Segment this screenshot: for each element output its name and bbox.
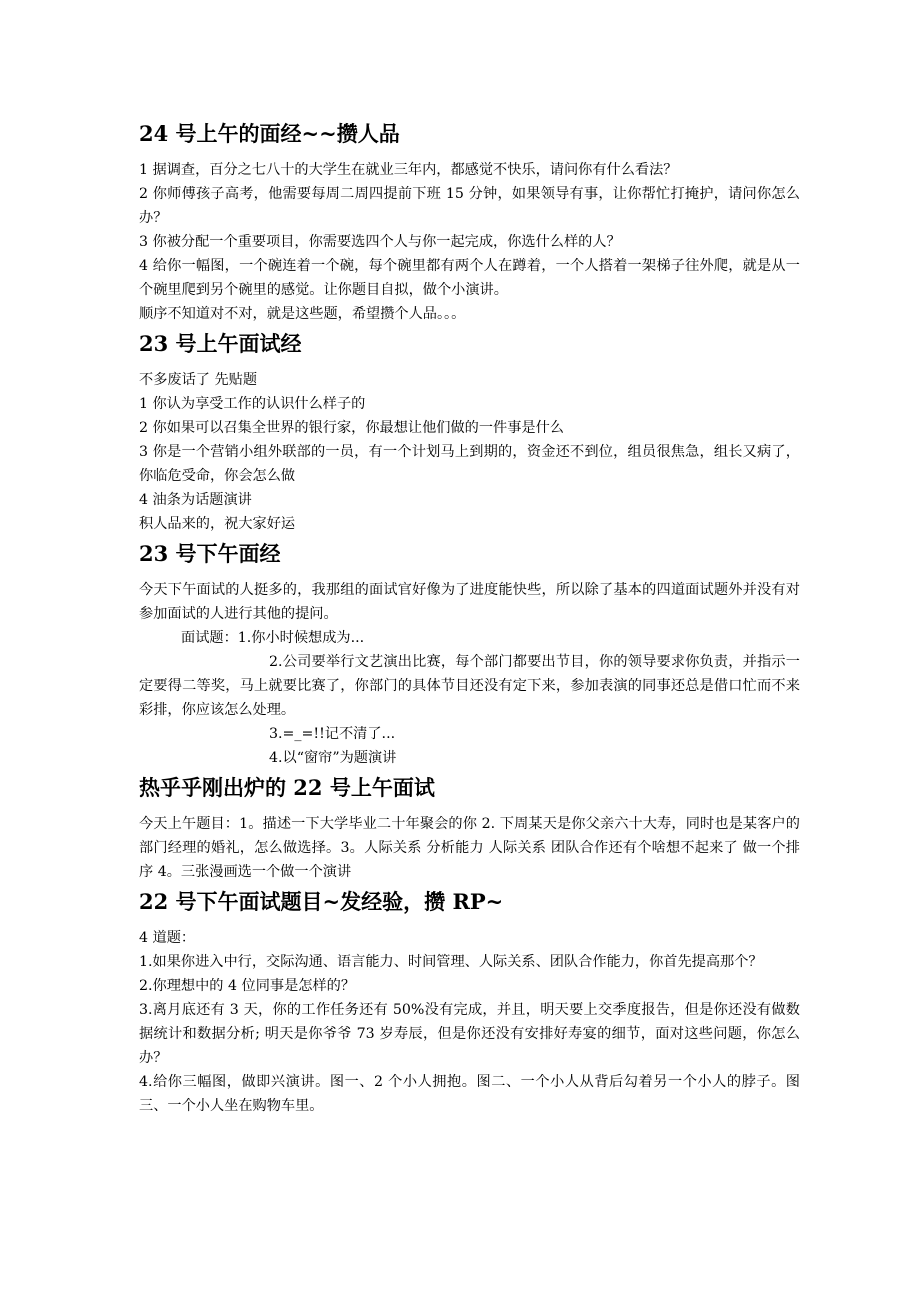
- body-paragraph: 今天上午题目：1。描述一下大学毕业二十年聚会的你 2. 下周某天是你父亲六十大寿，同时也是某客户的部门经理的婚礼，怎么做选择。3。人际关系 分析能力 人际关系 团队合作还有个啥想不起来了 做一个排序 4。三张漫画选一个做一个演讲: [139, 816, 800, 880]
- section-heading: 热乎乎刚出炉的 22 号上午面试: [139, 775, 435, 800]
- section-heading: 23 号下午面经: [139, 541, 281, 566]
- question-line: 4 给你一幅图，一个碗连着一个碗，每个碗里都有两个人在蹲着，一个人搭着一架梯子往外爬，就是从一个碗里爬到另个碗里的感觉。让你题目自拟，做个小演讲。: [139, 258, 800, 298]
- section-heading: 23 号上午面试经: [139, 331, 302, 356]
- question-line: 1.如果你进入中行，交际沟通、语言能力、时间管理、人际关系、团队合作能力，你首先提高那个？: [139, 954, 763, 970]
- question-line: 3 你被分配一个重要项目，你需要选四个人与你一起完成，你选什么样的人？: [139, 234, 621, 250]
- question-line: 3.=_=!!记不清了...: [269, 726, 396, 742]
- question-line: 2.公司要举行文艺演出比赛，每个部门都要出节目，你的领导要求你负责，并指示一定要得二等奖，马上就要比赛了，你部门的具体节目还没有定下来，参加表演的同事还总是借口忙而不来彩排，你应该怎么处理。: [139, 654, 800, 718]
- question-line: 2.你理想中的 4 位同事是怎样的？: [139, 978, 356, 994]
- closing-line: 顺序不知道对不对，就是这些题，希望攒个人品。。。: [139, 306, 466, 322]
- section-22-afternoon: [139, 886, 800, 1118]
- section-heading: 24 号上午的面经~~攒人品: [139, 121, 400, 146]
- question-line: 面试题：1.你小时候想成为...: [181, 630, 365, 646]
- question-line: 4 油条为话题演讲: [139, 492, 252, 508]
- section-23-afternoon: [139, 538, 800, 770]
- question-line: 2 你如果可以召集全世界的银行家，你最想让他们做的一件事是什么: [139, 420, 564, 436]
- question-line: 2 你师傅孩子高考，他需要每周二周四提前下班 15 分钟，如果领导有事，让你帮忙打掩护，请问你怎么办？: [139, 186, 800, 226]
- question-line: 3 你是一个营销小组外联部的一员，有一个计划马上到期的，资金还不到位，组员很焦急，组长又病了，你临危受命，你会怎么做: [139, 444, 800, 484]
- question-line: 3.离月底还有 3 天，你的工作任务还有 50%没有完成，并且，明天要上交季度报告，但是你还没有做数据统计和数据分析; 明天是你爷爷 73 岁寿辰，但是你还没有安排好寿宴的细节，面对这些问题，你怎么办？: [139, 1002, 800, 1066]
- section-heading: 22 号下午面试题目~发经验，攒 RP~: [139, 889, 504, 914]
- question-line: 1 据调查，百分之七八十的大学生在就业三年内，都感觉不快乐，请问你有什么看法？: [139, 162, 678, 178]
- section-24-morning: [139, 118, 800, 326]
- intro-line: 4 道题：: [139, 930, 196, 946]
- section-23-morning: [139, 328, 800, 536]
- question-line: 4.给你三幅图，做即兴演讲。图一、2 个小人拥抱。图二、一个小人从背后勾着另一个小人的脖子。图三、一个小人坐在购物车里。: [139, 1074, 800, 1114]
- intro-paragraph: 今天下午面试的人挺多的，我那组的面试官好像为了进度能快些，所以除了基本的四道面试题外并没有对参加面试的人进行其他的提问。: [139, 582, 800, 622]
- section-22-morning: [139, 772, 800, 884]
- question-line: 1 你认为享受工作的认识什么样子的: [139, 396, 366, 412]
- intro-line: 不多废话了 先贴题: [139, 372, 258, 388]
- closing-line: 积人品来的，祝大家好运: [139, 516, 296, 532]
- question-line: 4.以“窗帘”为题演讲: [269, 750, 397, 766]
